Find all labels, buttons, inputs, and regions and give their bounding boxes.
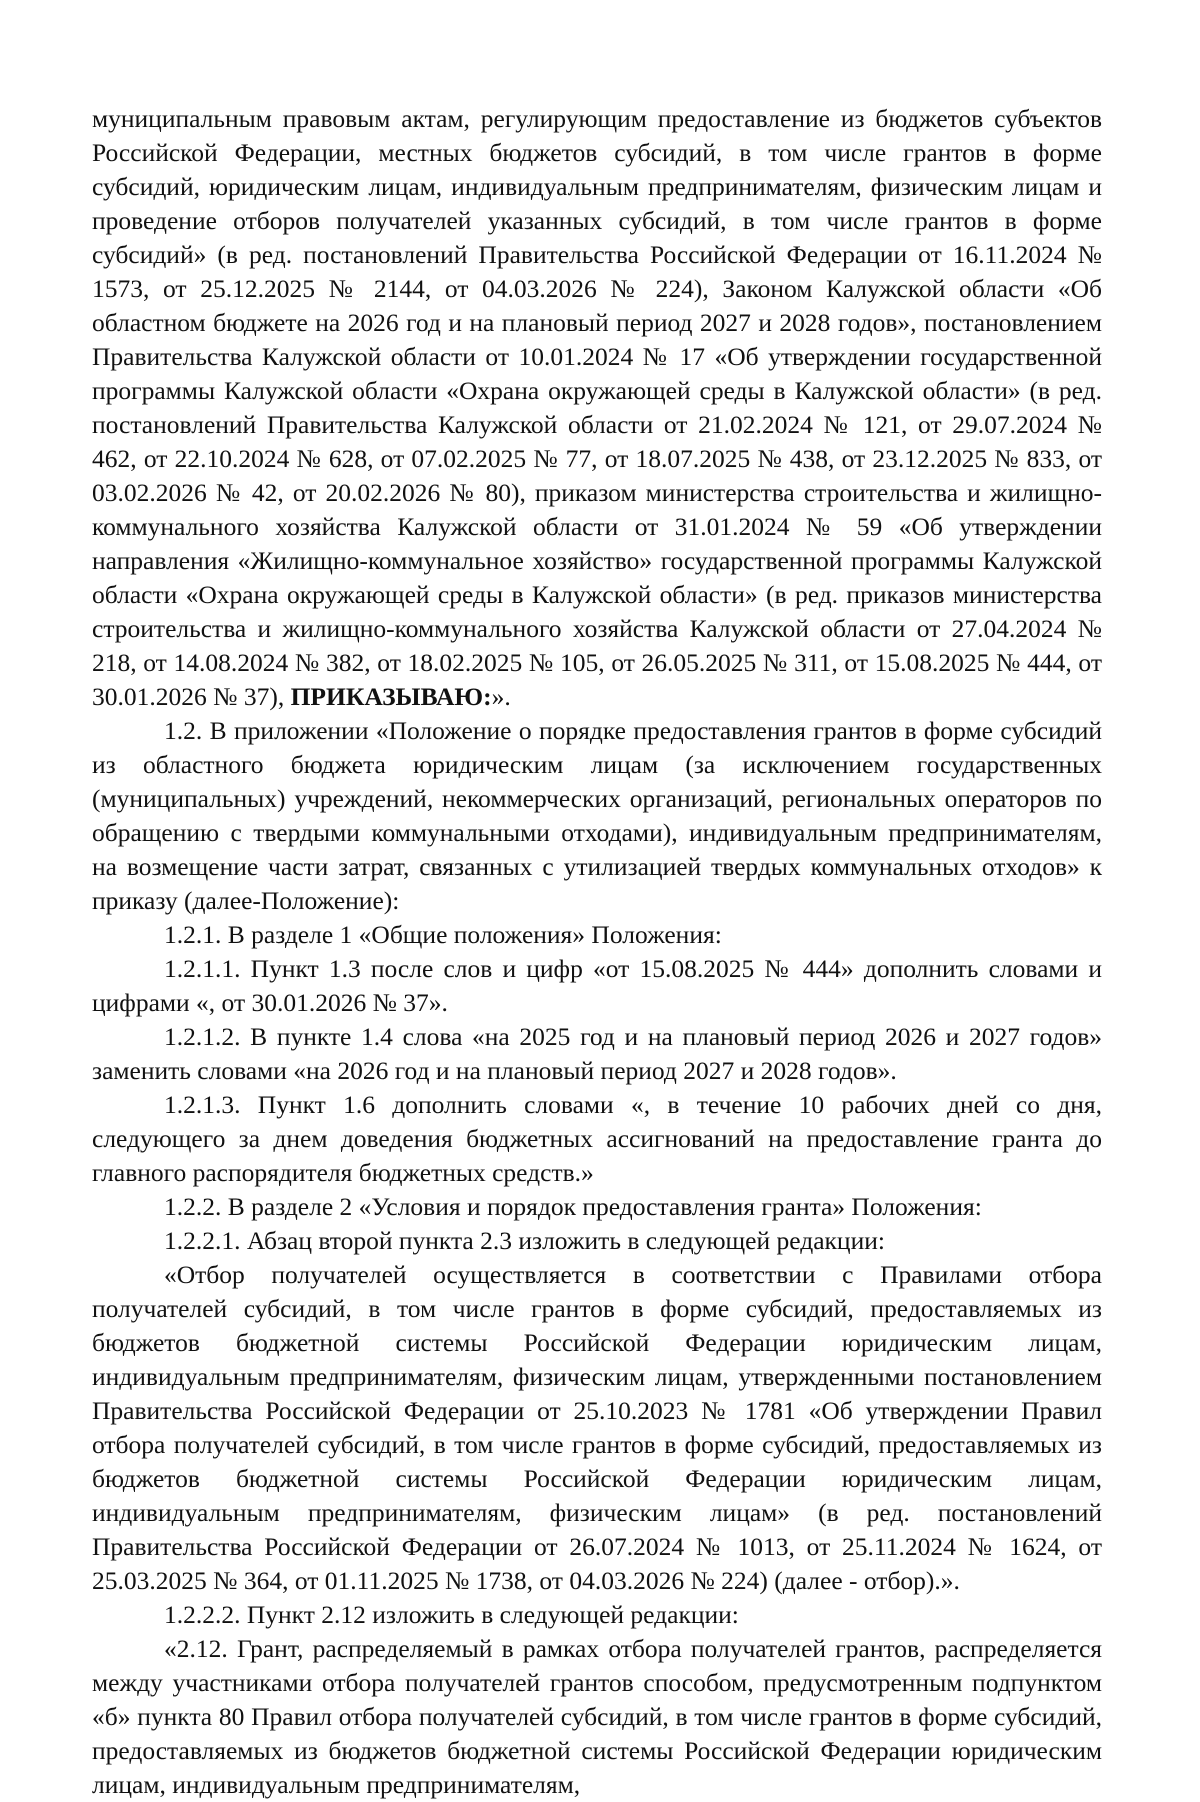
paragraph-1-2-2-2: 1.2.2.2. Пункт 2.12 изложить в следующей редакции: — [164, 1600, 739, 1629]
paragraph-1-2-1-1: 1.2.1.1. Пункт 1.3 после слов и цифр «от 15.08.2025 № 444» дополнить словами и цифрами «, от 30.01.2026 № 37». — [92, 954, 1102, 1017]
paragraph-1-2-2: 1.2.2. В разделе 2 «Условия и порядок предоставления гранта» Положения: — [164, 1192, 982, 1221]
paragraph-2-12-quote: «2.12. Грант, распределяемый в рамках отбора получателей грантов, распределяется между участниками отбора получателей грантов способом, предусмотренным подпунктом «б» пункта 80 Правил отбора получателей субсидий, в том числе грантов в форме субсидий, предоставляемых из бюджетов бюджетной системы Российской Федерации юридическим лицам, индивидуальным предпринимателям, — [92, 1634, 1102, 1799]
order-keyword: ПРИКАЗЫВАЮ: — [290, 682, 492, 711]
paragraph-1-2-1: 1.2.1. В разделе 1 «Общие положения» Положения: — [164, 920, 722, 949]
paragraph-1-2-2-1: 1.2.2.1. Абзац второй пункта 2.3 изложить в следующей редакции: — [164, 1226, 885, 1255]
paragraph-1-2-1-3: 1.2.1.3. Пункт 1.6 дополнить словами «, в течение 10 рабочих дней со дня, следующего за днем доведения бюджетных ассигнований на предоставление гранта до главного распорядителя бюджетных средств.» — [92, 1090, 1102, 1187]
paragraph-tail: ». — [491, 682, 511, 711]
paragraph-legal-basis — [92, 102, 1102, 714]
paragraph-text: муниципальным правовым актам, регулирующим предоставление из бюджетов субъектов Российской Федерации, местных бюджетов субсидий, в том числе грантов в форме субсидий, юридическим лицам, индивидуальным предпринимателям, физическим лицам и проведение отборов получателей указанных субсидий, в том числе грантов в форме субсидий» (в ред. постановлений Правительства Российской Федерации от 16.11.2024 № 1573, от 25.12.2025 № 2144, от 04.03.2026 № 224), Законом Калужской области «Об областном бюджете на 2026 год и на плановый период 2027 и 2028 годов», постановлением Правительства Калужской области от 10.01.2024 № 17 «Об утверждении государственной программы Калужской области «Охрана окружающей среды в Калужской области» (в ред. постановлений Правительства Калужской области от 21.02.2024 № 121, от 29.07.2024 № 462, от 22.10.2024 № 628, от 07.02.2025 № 77, от 18.07.2025 № 438, от 23.12.2025 № 833, от 03.02.2026 № 42, от 20.02.2026 № 80), приказом министерства строительства и жилищно-коммунального хозяйства Калужской области от 31.01.2024 № 59 «Об утверждении направления «Жилищно-коммунальное хозяйство» государственной программы Калужской области «Охрана окружающей среды в Калужской области» (в ред. приказов министерства строительства и жилищно-коммунального хозяйства Калужской области от 27.04.2024 № 218, от 14.08.2024 № 382, от 18.02.2025 № 105, от 26.05.2025 № 311, от 15.08.2025 № 444, от 30.01.2026 № 37), — [92, 104, 1102, 711]
document-body — [92, 102, 1102, 1802]
paragraph-selection-quote: «Отбор получателей осуществляется в соответствии с Правилами отбора получателей субсидий, в том числе грантов в форме субсидий, предоставляемых из бюджетов бюджетной системы Российской Федерации юридическим лицам, индивидуальным предпринимателям, физическим лицам, утвержденными постановлением Правительства Российской Федерации от 25.10.2023 № 1781 «Об утверждении Правил отбора получателей субсидий, в том числе грантов в форме субсидий, предоставляемых из бюджетов бюджетной системы Российской Федерации юридическим лицам, индивидуальным предпринимателям, физическим лицам» (в ред. постановлений Правительства Российской Федерации от 26.07.2024 № 1013, от 25.11.2024 № 1624, от 25.03.2025 № 364, от 01.11.2025 № 1738, от 04.03.2026 № 224) (далее - отбор).». — [92, 1260, 1102, 1595]
paragraph-1-2: 1.2. В приложении «Положение о порядке предоставления грантов в форме субсидий из областного бюджета юридическим лицам (за исключением государственных (муниципальных) учреждений, некоммерческих организаций, региональных операторов по обращению с твердыми коммунальными отходами), индивидуальным предпринимателям, на возмещение части затрат, связанных с утилизацией твердых коммунальных отходов» к приказу (далее-Положение): — [92, 716, 1102, 915]
paragraph-1-2-1-2: 1.2.1.2. В пункте 1.4 слова «на 2025 год и на плановый период 2026 и 2027 годов» заменить словами «на 2026 год и на плановый период 2027 и 2028 годов». — [92, 1022, 1102, 1085]
